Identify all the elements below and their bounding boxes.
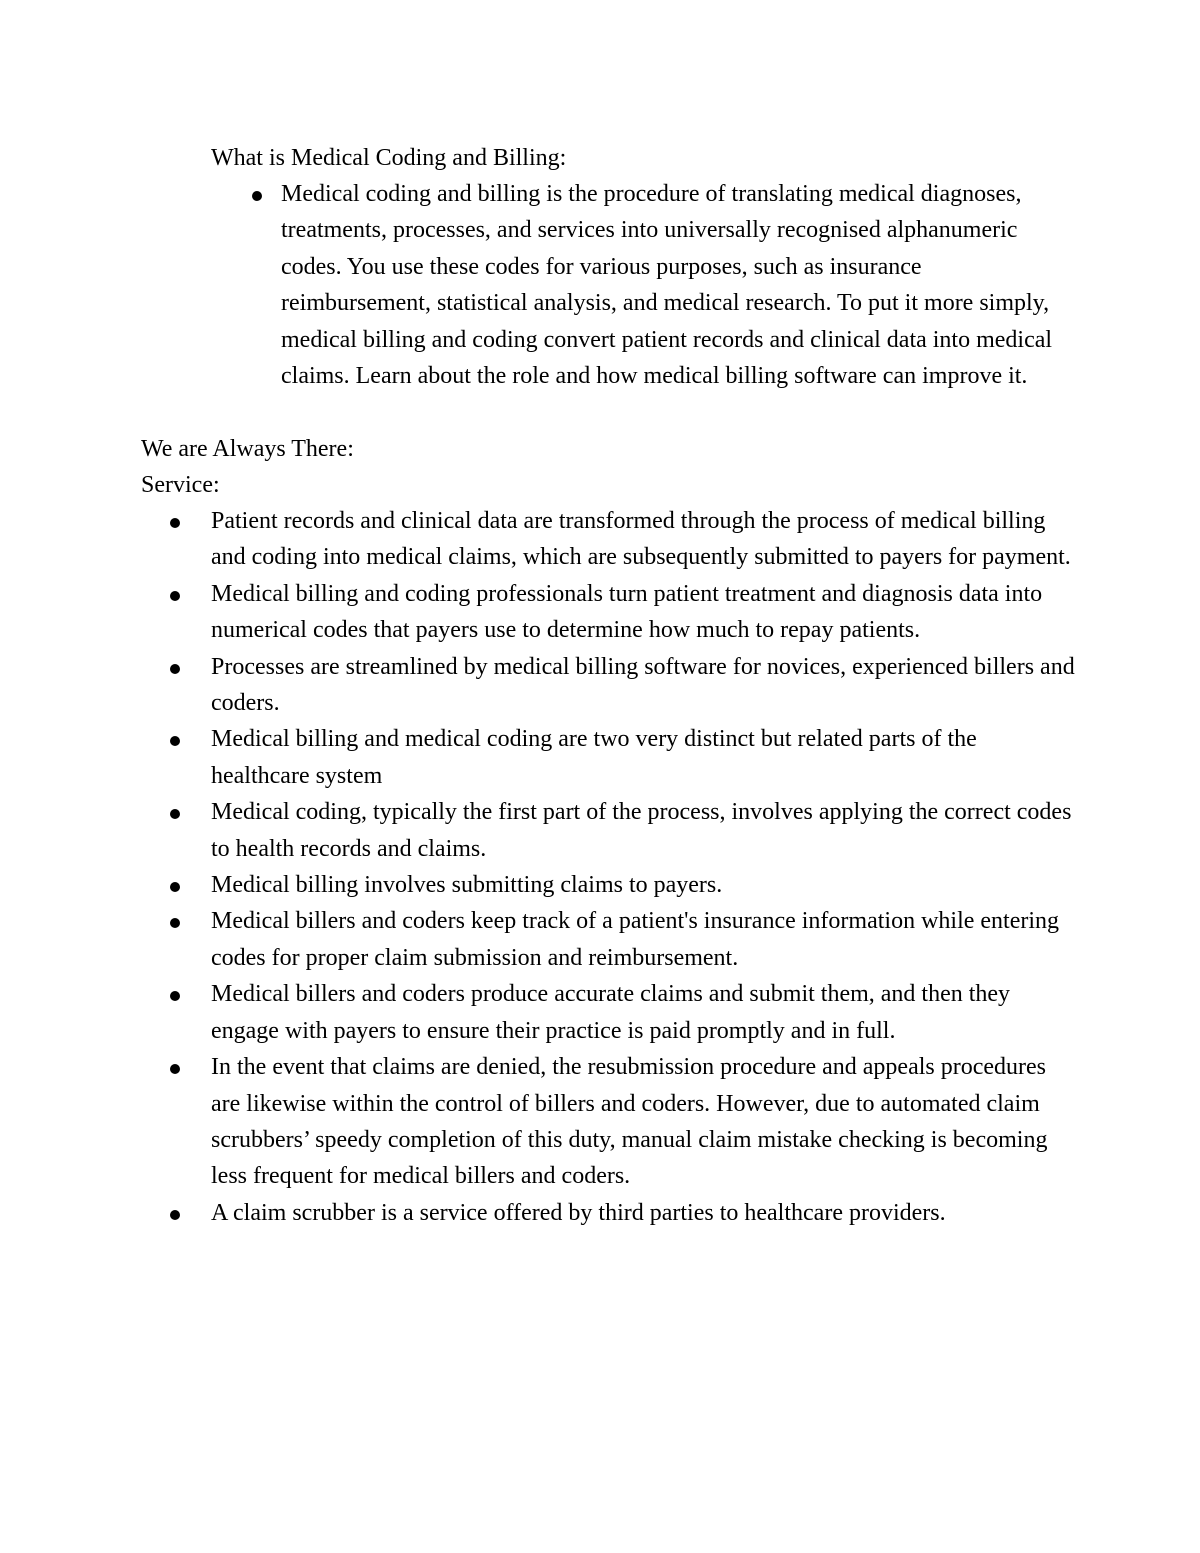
always-there-line: We are Always There: — [141, 436, 354, 462]
bullet-icon — [170, 809, 180, 819]
list-item-text: Medical billers and coders keep track of a patient's insurance information while entering codes for proper claim submission and reimbursement. — [211, 908, 1060, 971]
list-item — [141, 1049, 1081, 1195]
section-heading: What is Medical Coding and Billing: — [211, 145, 567, 171]
list-item-text: Medical coding and billing is the procedure of translating medical diagnoses, treatments, processes, and services into universally recognised alphanumeric codes. You use these codes for various purposes, such as insurance reimbursement, statistical analysis, and medical research. To put it more simply, medical billing and coding convert patient records and clinical data into medical claims. Learn about the role and how medical billing software can improve it. — [281, 181, 1053, 390]
list-item — [141, 903, 1081, 976]
list-item — [141, 867, 1081, 903]
list-item-text: In the event that claims are denied, the resubmission procedure and appeals procedures are likewise within the control of billers and coders. However, due to automated claim scrubbers’ speedy completion of this duty, manual claim mistake checking is becoming less frequent for medical billers and coders. — [211, 1054, 1048, 1190]
bullet-icon — [170, 1210, 180, 1220]
list-item — [141, 976, 1081, 1049]
bullet-icon — [170, 918, 180, 928]
list-item — [141, 1195, 1081, 1231]
list-item — [141, 649, 1081, 722]
bullet-icon — [170, 591, 180, 601]
list-item — [141, 503, 1081, 576]
intro-list — [211, 176, 1071, 394]
bullet-icon — [170, 1064, 180, 1074]
bullet-icon — [170, 991, 180, 1001]
bullet-icon — [252, 191, 262, 201]
bullet-icon — [170, 882, 180, 892]
list-item — [141, 794, 1081, 867]
bullet-icon — [170, 518, 180, 528]
list-item-text: Medical coding, typically the first part of the process, involves applying the correct codes to health records and claims. — [211, 799, 1072, 862]
list-item-text: A claim scrubber is a service offered by third parties to healthcare providers. — [211, 1199, 946, 1226]
list-item — [141, 576, 1081, 649]
service-list — [141, 503, 1081, 1231]
list-item-text: Medical billers and coders produce accurate claims and submit them, and then they engage with payers to ensure their practice is paid promptly and in full. — [211, 981, 1011, 1044]
list-item-text: Patient records and clinical data are transformed through the process of medical billing and coding into medical claims, which are subsequently submitted to payers for payment. — [211, 508, 1071, 571]
bullet-icon — [170, 736, 180, 746]
service-label: Service: — [141, 472, 220, 498]
list-item-text: Medical billing and medical coding are two very distinct but related parts of the healthcare system — [211, 726, 977, 789]
list-item-text: Medical billing involves submitting claims to payers. — [211, 872, 723, 899]
list-item — [141, 721, 1081, 794]
list-item-text: Processes are streamlined by medical billing software for novices, experienced billers and coders. — [211, 653, 1075, 717]
bullet-icon — [170, 664, 180, 674]
list-item-text: Medical billing and coding professionals turn patient treatment and diagnosis data into numerical codes that payers use to determine how much to repay patients. — [211, 580, 1043, 644]
list-item — [211, 176, 1071, 394]
